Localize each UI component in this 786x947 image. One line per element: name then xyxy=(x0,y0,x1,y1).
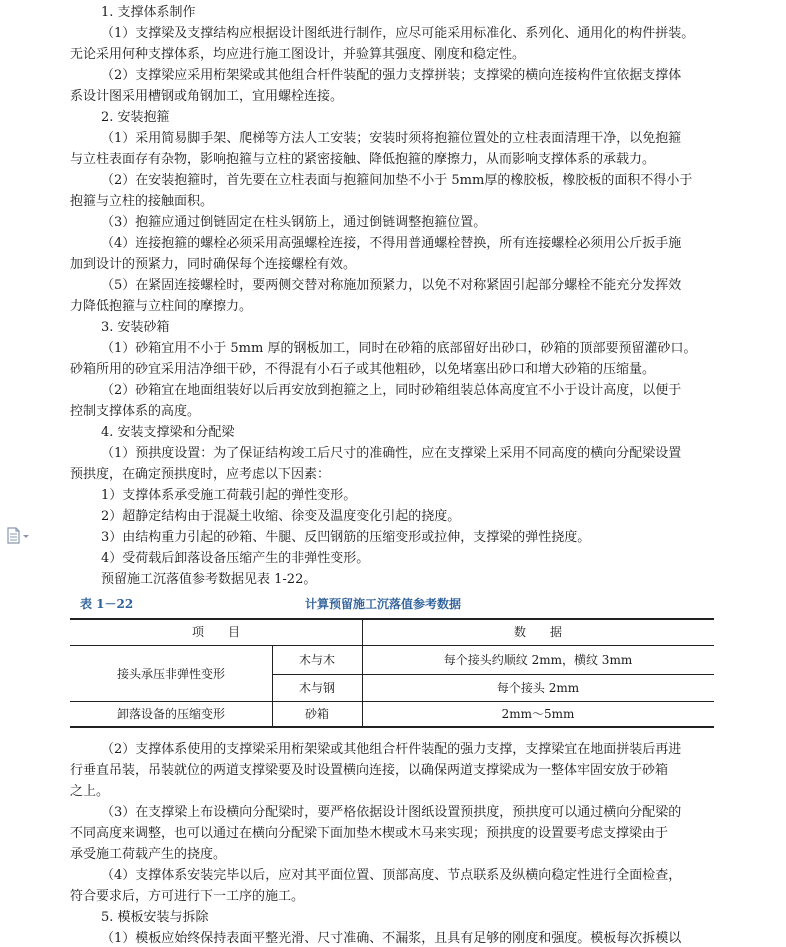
settlement-reference-table xyxy=(70,618,714,728)
table-cell-group: 接头承压非弹性变形 xyxy=(116,667,226,681)
paragraph-line: 力降低抱箍与立柱间的摩擦力。 xyxy=(70,299,253,314)
table-cell-value: 2mm～5mm xyxy=(501,707,575,721)
list-item: 2）超静定结构由于混凝土收缩、徐变及温度变化引起的挠度。 xyxy=(101,509,461,524)
table-title: 计算预留施工沉落值参考数据 xyxy=(305,597,462,611)
paragraph-line: （1）模板应始终保持表面平整光滑、尺寸准确、不漏浆，且具有足够的刚度和强度。模板每次拆模以 xyxy=(101,931,682,946)
paragraph-line: （3）在支撑梁上布设横向分配梁时，要严格依据设计图纸设置预拱度，预拱度可以通过横向分配梁的 xyxy=(101,805,682,820)
table-rule xyxy=(70,701,714,702)
table-top-rule xyxy=(70,618,714,620)
paragraph-line: 加到设计的预紧力，同时确保每个连接螺栓有效。 xyxy=(70,257,357,272)
table-cell-sub: 木与木 xyxy=(298,653,336,667)
paragraph-line: （1）采用简易脚手架、爬梯等方法人工安装；安装时须将抱箍位置处的立柱表面清理干净，以免抱箍 xyxy=(101,131,682,146)
paragraph-line: （1）砂箱宜用不小于 5mm 厚的钢板加工，同时在砂箱的底部留好出砂口，砂箱的顶部要预留灌砂口。 xyxy=(101,341,697,356)
paragraph-line: （2）在安装抱箍时，首先要在立柱表面与抱箍间加垫不小于 5mm厚的橡胶板，橡胶板的面积不得小于 xyxy=(101,173,693,188)
paragraph-line: （3）抱箍应通过倒链固定在柱头钢筋上，通过倒链调整抱箍位置。 xyxy=(101,215,487,230)
paragraph-line: （2）支撑梁应采用桁架梁或其他组合杆件装配的强力支撑拼装；支撑梁的横向连接构件宜依据支撑体 xyxy=(101,68,682,83)
paragraph-line: 符合要求后，方可进行下一工序的施工。 xyxy=(70,889,305,904)
table-header-item: 项 目 xyxy=(191,625,241,639)
paragraph-line: 行垂直吊装，吊装就位的两道支撑梁要及时设置横向连接，以确保两道支撑梁成为一整体牢固安放于砂箱 xyxy=(70,763,669,778)
paragraph-line: 预拱度，在确定预拱度时，应考虑以下因素： xyxy=(70,467,331,482)
paragraph-line: 之上。 xyxy=(70,784,110,799)
paragraph-line: 抱箍与立柱的接触面积。 xyxy=(70,194,214,209)
table-bottom-rule xyxy=(70,726,714,728)
paragraph-line: （1）支撑梁及支撑结构应根据设计图纸进行制作，应尽可能采用标准化、系列化、通用化的构件拼装。 xyxy=(101,26,695,41)
paragraph-line: 砂箱所用的砂宜采用洁净细干砂，不得混有小石子或其他粗砂，以免堵塞出砂口和增大砂箱的压缩量。 xyxy=(70,362,656,377)
paragraph-line: （4）支撑体系安装完毕以后，应对其平面位置、顶部高度、节点联系及纵横向稳定性进行全面检查， xyxy=(101,868,682,883)
section-heading: 3. 安装砂箱 xyxy=(101,320,170,335)
table-rule xyxy=(272,674,714,675)
paragraph-line: （1）预拱度设置：为了保证结构竣工后尺寸的准确性，应在支撑梁上采用不同高度的横向分配梁设置 xyxy=(101,446,682,461)
document-icon[interactable] xyxy=(6,527,32,545)
paragraph-line: 控制支撑体系的高度。 xyxy=(70,404,201,419)
paragraph-line: 与立柱表面存有杂物，影响抱箍与立柱的紧密接触、降低抱箍的摩擦力，从而影响支撑体系的承载力。 xyxy=(70,152,656,167)
table-cell-group: 卸落设备的压缩变形 xyxy=(116,707,226,721)
section-heading: 2. 安装抱箍 xyxy=(101,110,170,125)
paragraph-line: （5）在紧固连接螺栓时，要两侧交替对称施加预紧力，以免不对称紧固引起部分螺栓不能充分发挥效 xyxy=(101,278,682,293)
table-cell-value: 每个接头约顺纹 2mm，横纹 3mm xyxy=(443,653,633,667)
paragraph-line: 无论采用何种支撑体系，均应进行施工图设计，并验算其强度、刚度和稳定性。 xyxy=(70,47,526,62)
table-cell-sub: 砂箱 xyxy=(304,707,330,721)
table-column-rule xyxy=(272,645,273,727)
table-rule xyxy=(70,645,714,646)
section-heading: 1. 支撑体系制作 xyxy=(101,5,196,20)
list-item: 4）受荷载后卸落设备压缩产生的非弹性变形。 xyxy=(101,551,370,566)
section-heading: 4. 安装支撑梁和分配梁 xyxy=(101,425,235,440)
table-cell-sub: 木与钢 xyxy=(298,681,336,695)
paragraph-line: （2）支撑体系使用的支撑梁采用桁架梁或其他组合杆件装配的强力支撑，支撑梁宜在地面拼装后再进 xyxy=(101,742,682,757)
paragraph-line: （2）砂箱宜在地面组装好以后再安放到抱箍之上，同时砂箱组装总体高度宜不小于设计高度，以便于 xyxy=(101,383,682,398)
table-header-data: 数 据 xyxy=(513,625,563,639)
paragraph-line: 不同高度来调整，也可以通过在横向分配梁下面加垫木楔或木马来实现；预拱度的设置要考虑支撑梁由于 xyxy=(70,826,669,841)
list-item: 1）支撑体系承受施工荷载引起的弹性变形。 xyxy=(101,488,357,503)
table-column-rule xyxy=(362,618,363,727)
list-item: 3）由结构重力引起的砂箱、牛腿、反凹钢筋的压缩变形或拉伸，支撑梁的弹性挠度。 xyxy=(101,530,591,545)
table-number: 表 1－22 xyxy=(80,597,134,611)
paragraph-line: 承受施工荷载产生的挠度。 xyxy=(70,847,227,862)
table-reference-line: 预留施工沉落值参考数据见表 1-22。 xyxy=(101,572,317,587)
paragraph-line: （4）连接抱箍的螺栓必须采用高强螺栓连接，不得用普通螺栓替换，所有连接螺栓必须用公斤扳手施 xyxy=(101,236,682,251)
paragraph-line: 系设计图采用槽钢或角钢加工，宜用螺栓连接。 xyxy=(70,89,344,104)
table-cell-value: 每个接头 2mm xyxy=(496,681,580,695)
section-heading: 5. 模板安装与拆除 xyxy=(101,910,209,925)
